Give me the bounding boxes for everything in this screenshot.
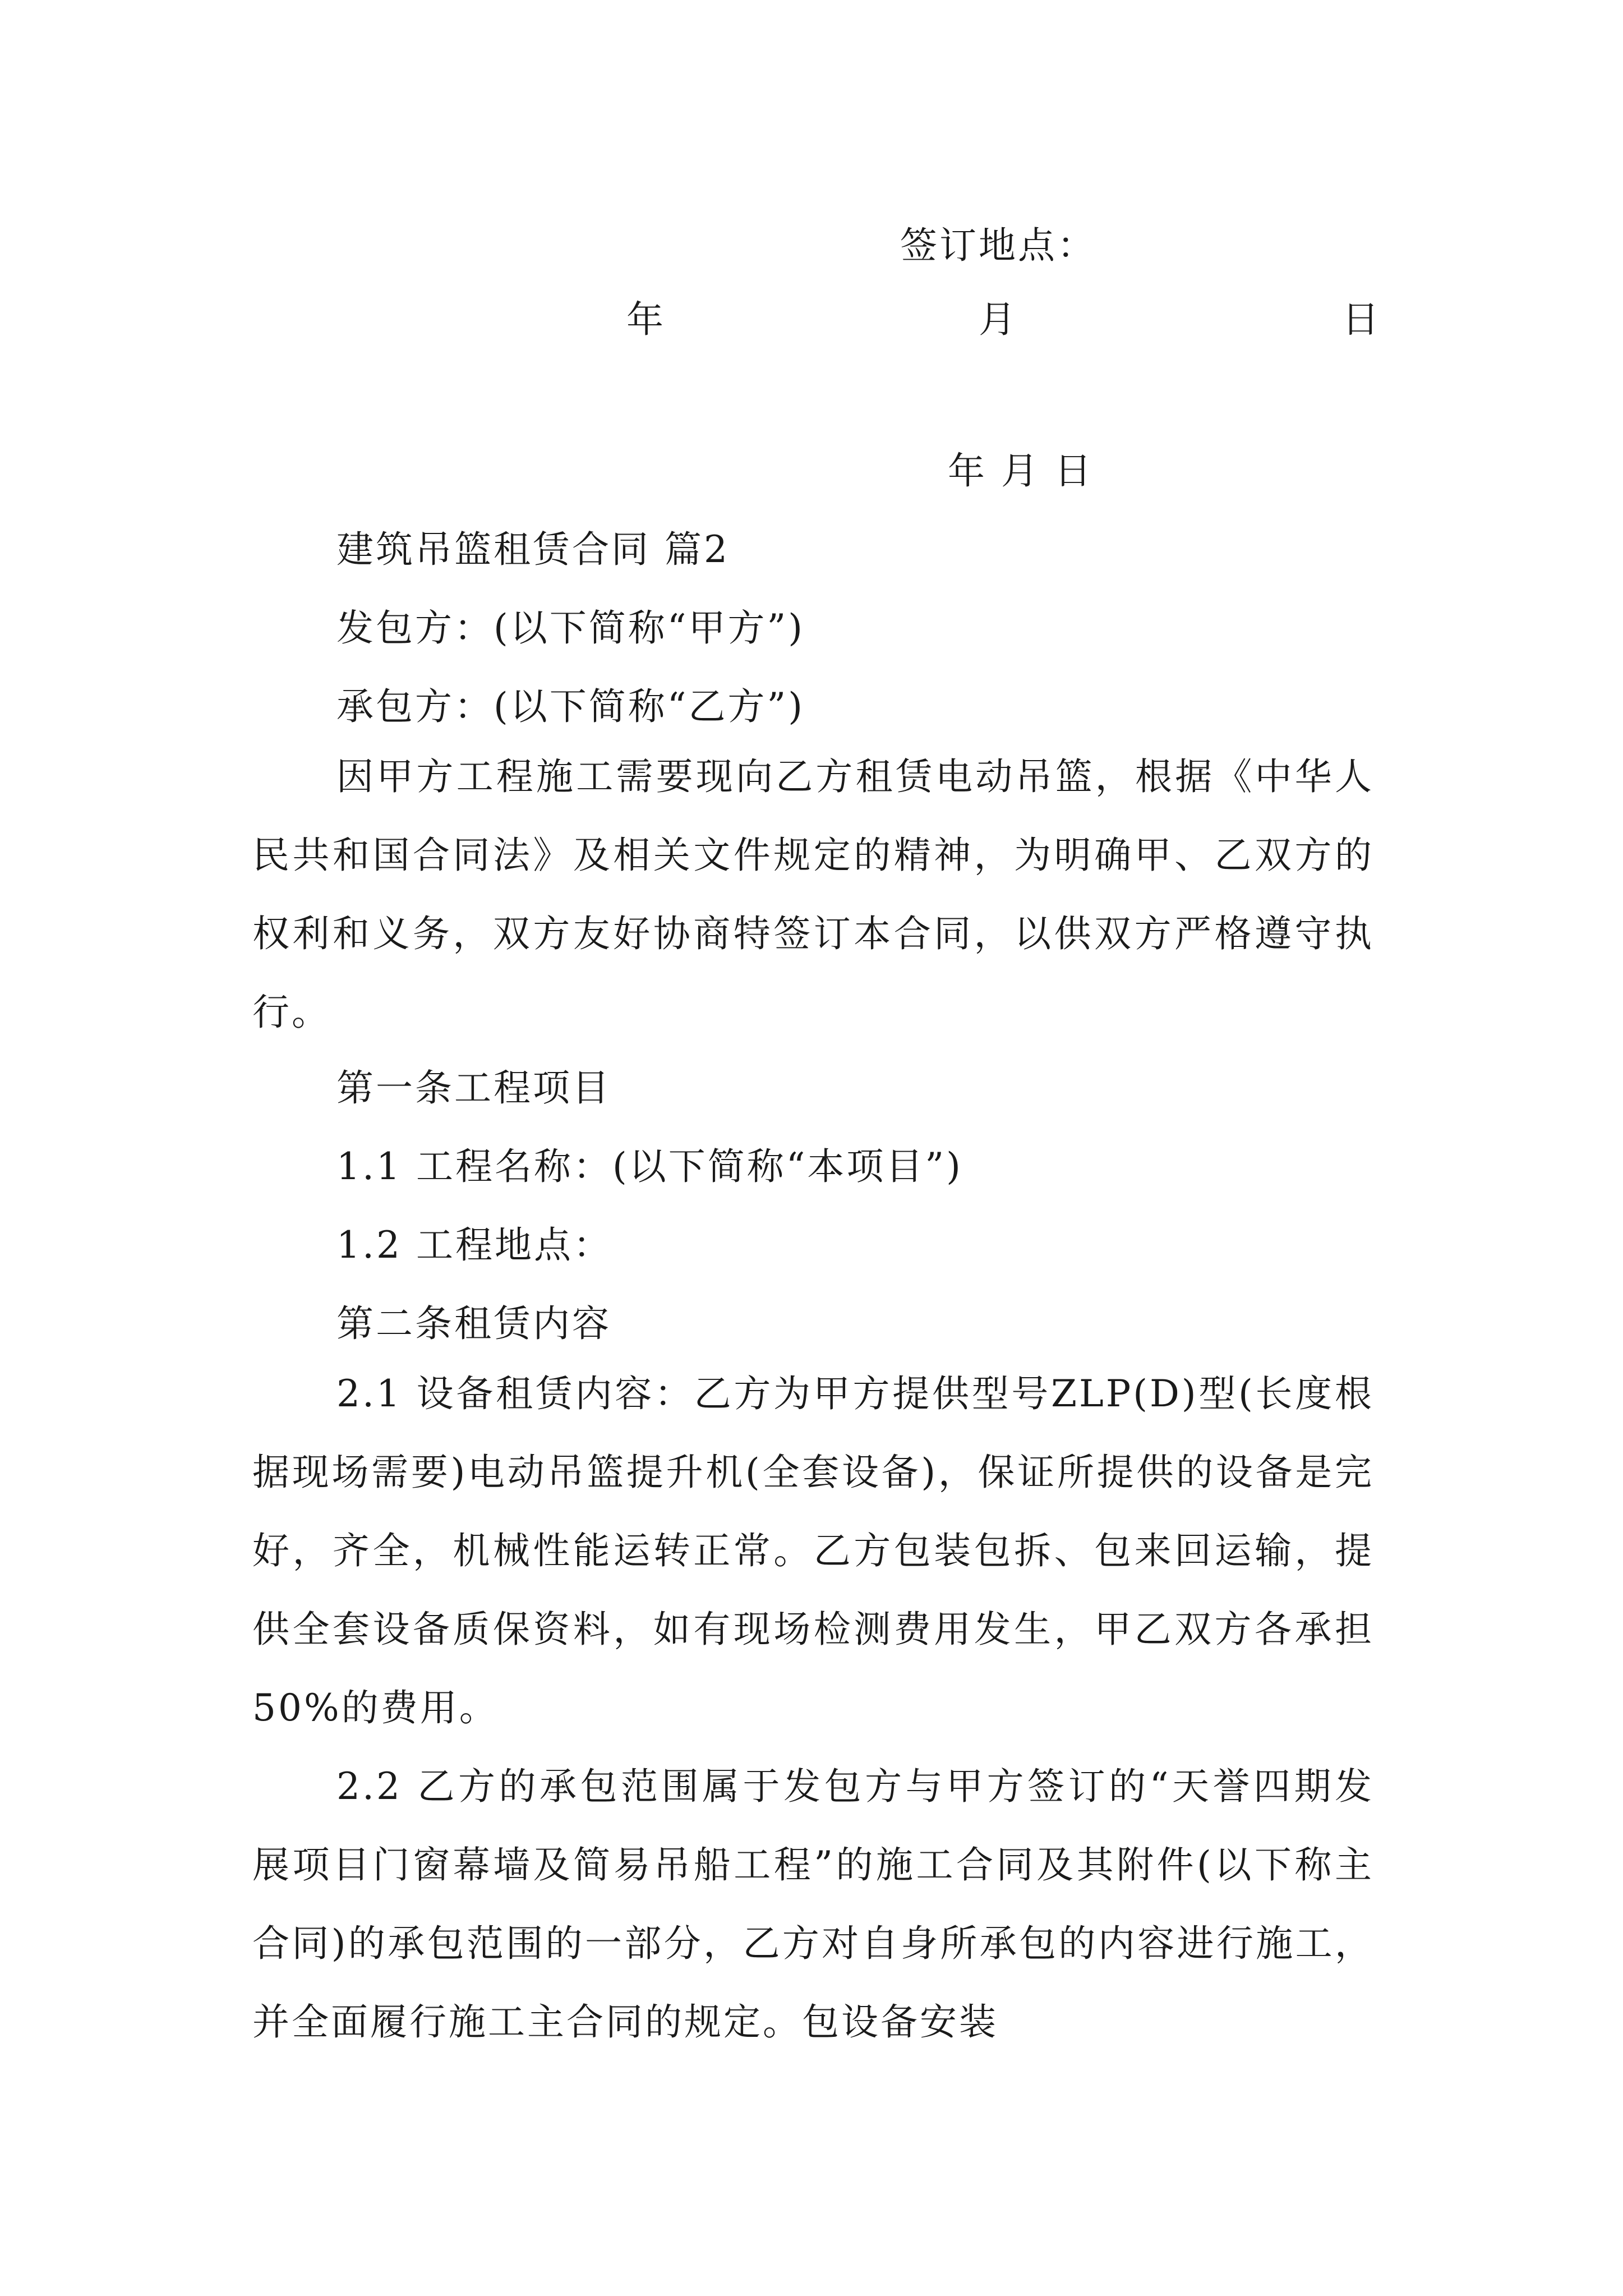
party-b-line: 承包方：(以下简称“乙方”): [336, 685, 805, 728]
item-1-1: 1.1 工程名称：(以下简称“本项目”): [336, 1145, 963, 1188]
intro-paragraph: 因甲方工程施工需要现向乙方租赁电动吊篮，根据《中华人民共和国合同法》及相关文件规定的精神，为明确甲、乙双方的权利和义务，双方友好协商特签订本合同，以供双方严格遵守执行。: [252, 755, 1374, 1034]
article-1-heading: 第一条工程项目: [336, 1066, 611, 1110]
article-2-heading: 第二条租赁内容: [336, 1302, 611, 1345]
date-short-label: 年 月 日: [948, 449, 1094, 493]
date-day-label: 日: [1342, 298, 1381, 341]
date-month-label: 月: [979, 298, 1018, 341]
date-year-label: 年: [626, 298, 666, 341]
item-2-2-paragraph: 2.2 乙方的承包范围属于发包方与甲方签订的“天誉四期发展项目门窗幕墙及简易吊船工程”的施工合同及其附件(以下称主合同)的承包范围的一部分，乙方对自身所承包的内容进行施工，并全面履行施工主合同的规定。包设备安装: [252, 1765, 1374, 2044]
signing-place-label: 签订地点：: [900, 224, 1096, 267]
item-2-1-paragraph: 2.1 设备租赁内容：乙方为甲方提供型号ZLP(D)型(长度根据现场需要)电动吊篮提升机(全套设备)，保证所提供的设备是完好，齐全，机械性能运转正常。乙方包装包拆、包来回运输，提供全套设备质保资料，如有现场检测费用发生，甲乙双方各承担50%的费用。: [252, 1372, 1374, 1729]
item-1-2: 1.2 工程地点：: [336, 1223, 612, 1267]
contract-title: 建筑吊篮租赁合同 篇2: [336, 528, 730, 571]
party-a-line: 发包方：(以下简称“甲方”): [336, 606, 805, 650]
